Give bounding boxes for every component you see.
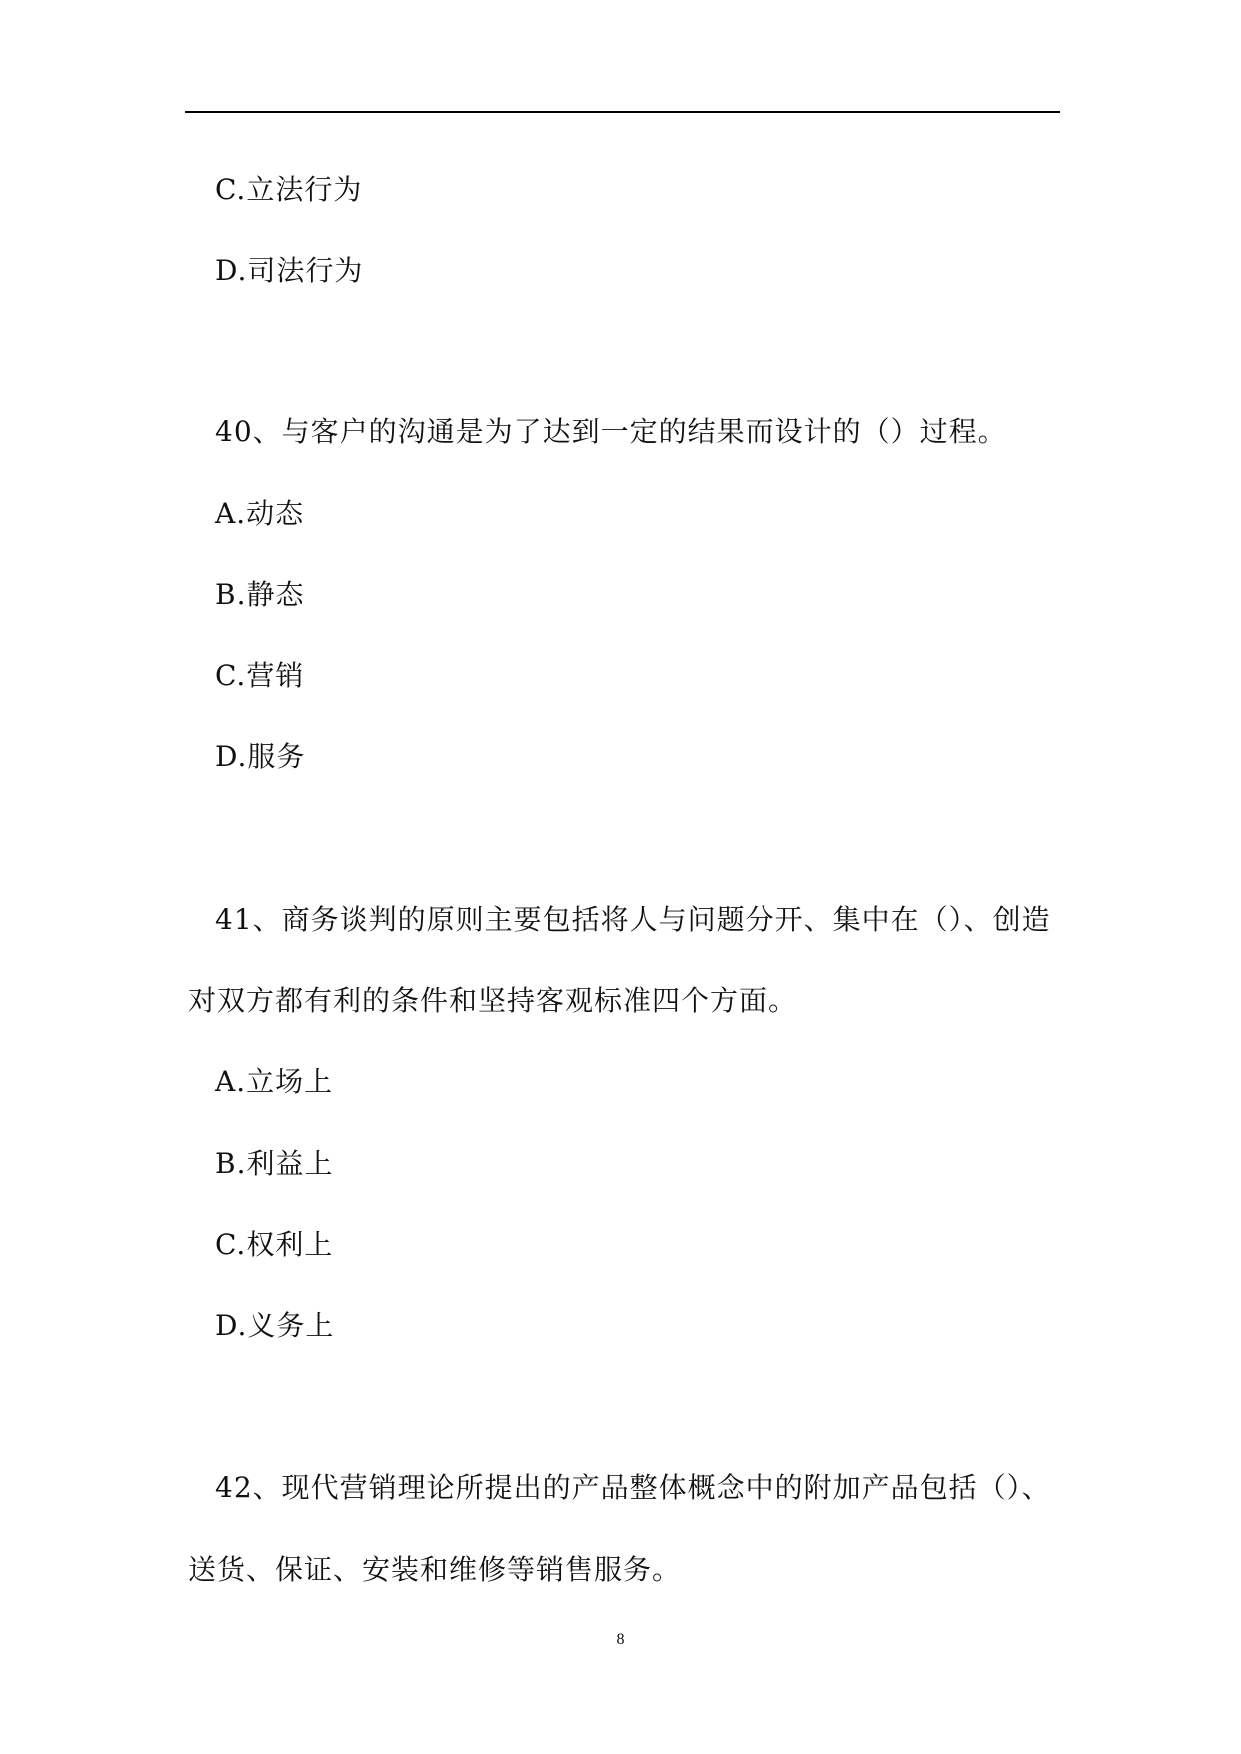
q39-option-c: C.立法行为 <box>215 173 363 206</box>
q42-text-line2: 送货、保证、安装和维修等销售服务。 <box>188 1553 682 1586</box>
q39-option-d: D.司法行为 <box>215 254 364 287</box>
q40-option-d: D.服务 <box>215 740 306 773</box>
page-number: 8 <box>616 1631 625 1648</box>
q41-text-line2: 对双方都有利的条件和坚持客观标准四个方面。 <box>188 984 798 1017</box>
q41-option-a: A.立场上 <box>215 1065 334 1098</box>
q41-option-c: C.权利上 <box>215 1228 334 1261</box>
q40-option-b: B.静态 <box>215 578 305 611</box>
q41-option-b: B.利益上 <box>215 1147 334 1180</box>
q41-text-line1: 41、商务谈判的原则主要包括将人与问题分开、集中在（）、创造 <box>215 903 1051 936</box>
q42-text-line1: 42、现代营销理论所提出的产品整体概念中的附加产品包括（）、 <box>215 1471 1051 1504</box>
q41-option-d: D.义务上 <box>215 1309 335 1342</box>
q40-text: 40、与客户的沟通是为了达到一定的结果而设计的（）过程。 <box>215 415 1007 448</box>
q40-option-c: C.营销 <box>215 659 305 692</box>
header-rule <box>185 111 1060 113</box>
q40-option-a: A.动态 <box>215 497 305 530</box>
